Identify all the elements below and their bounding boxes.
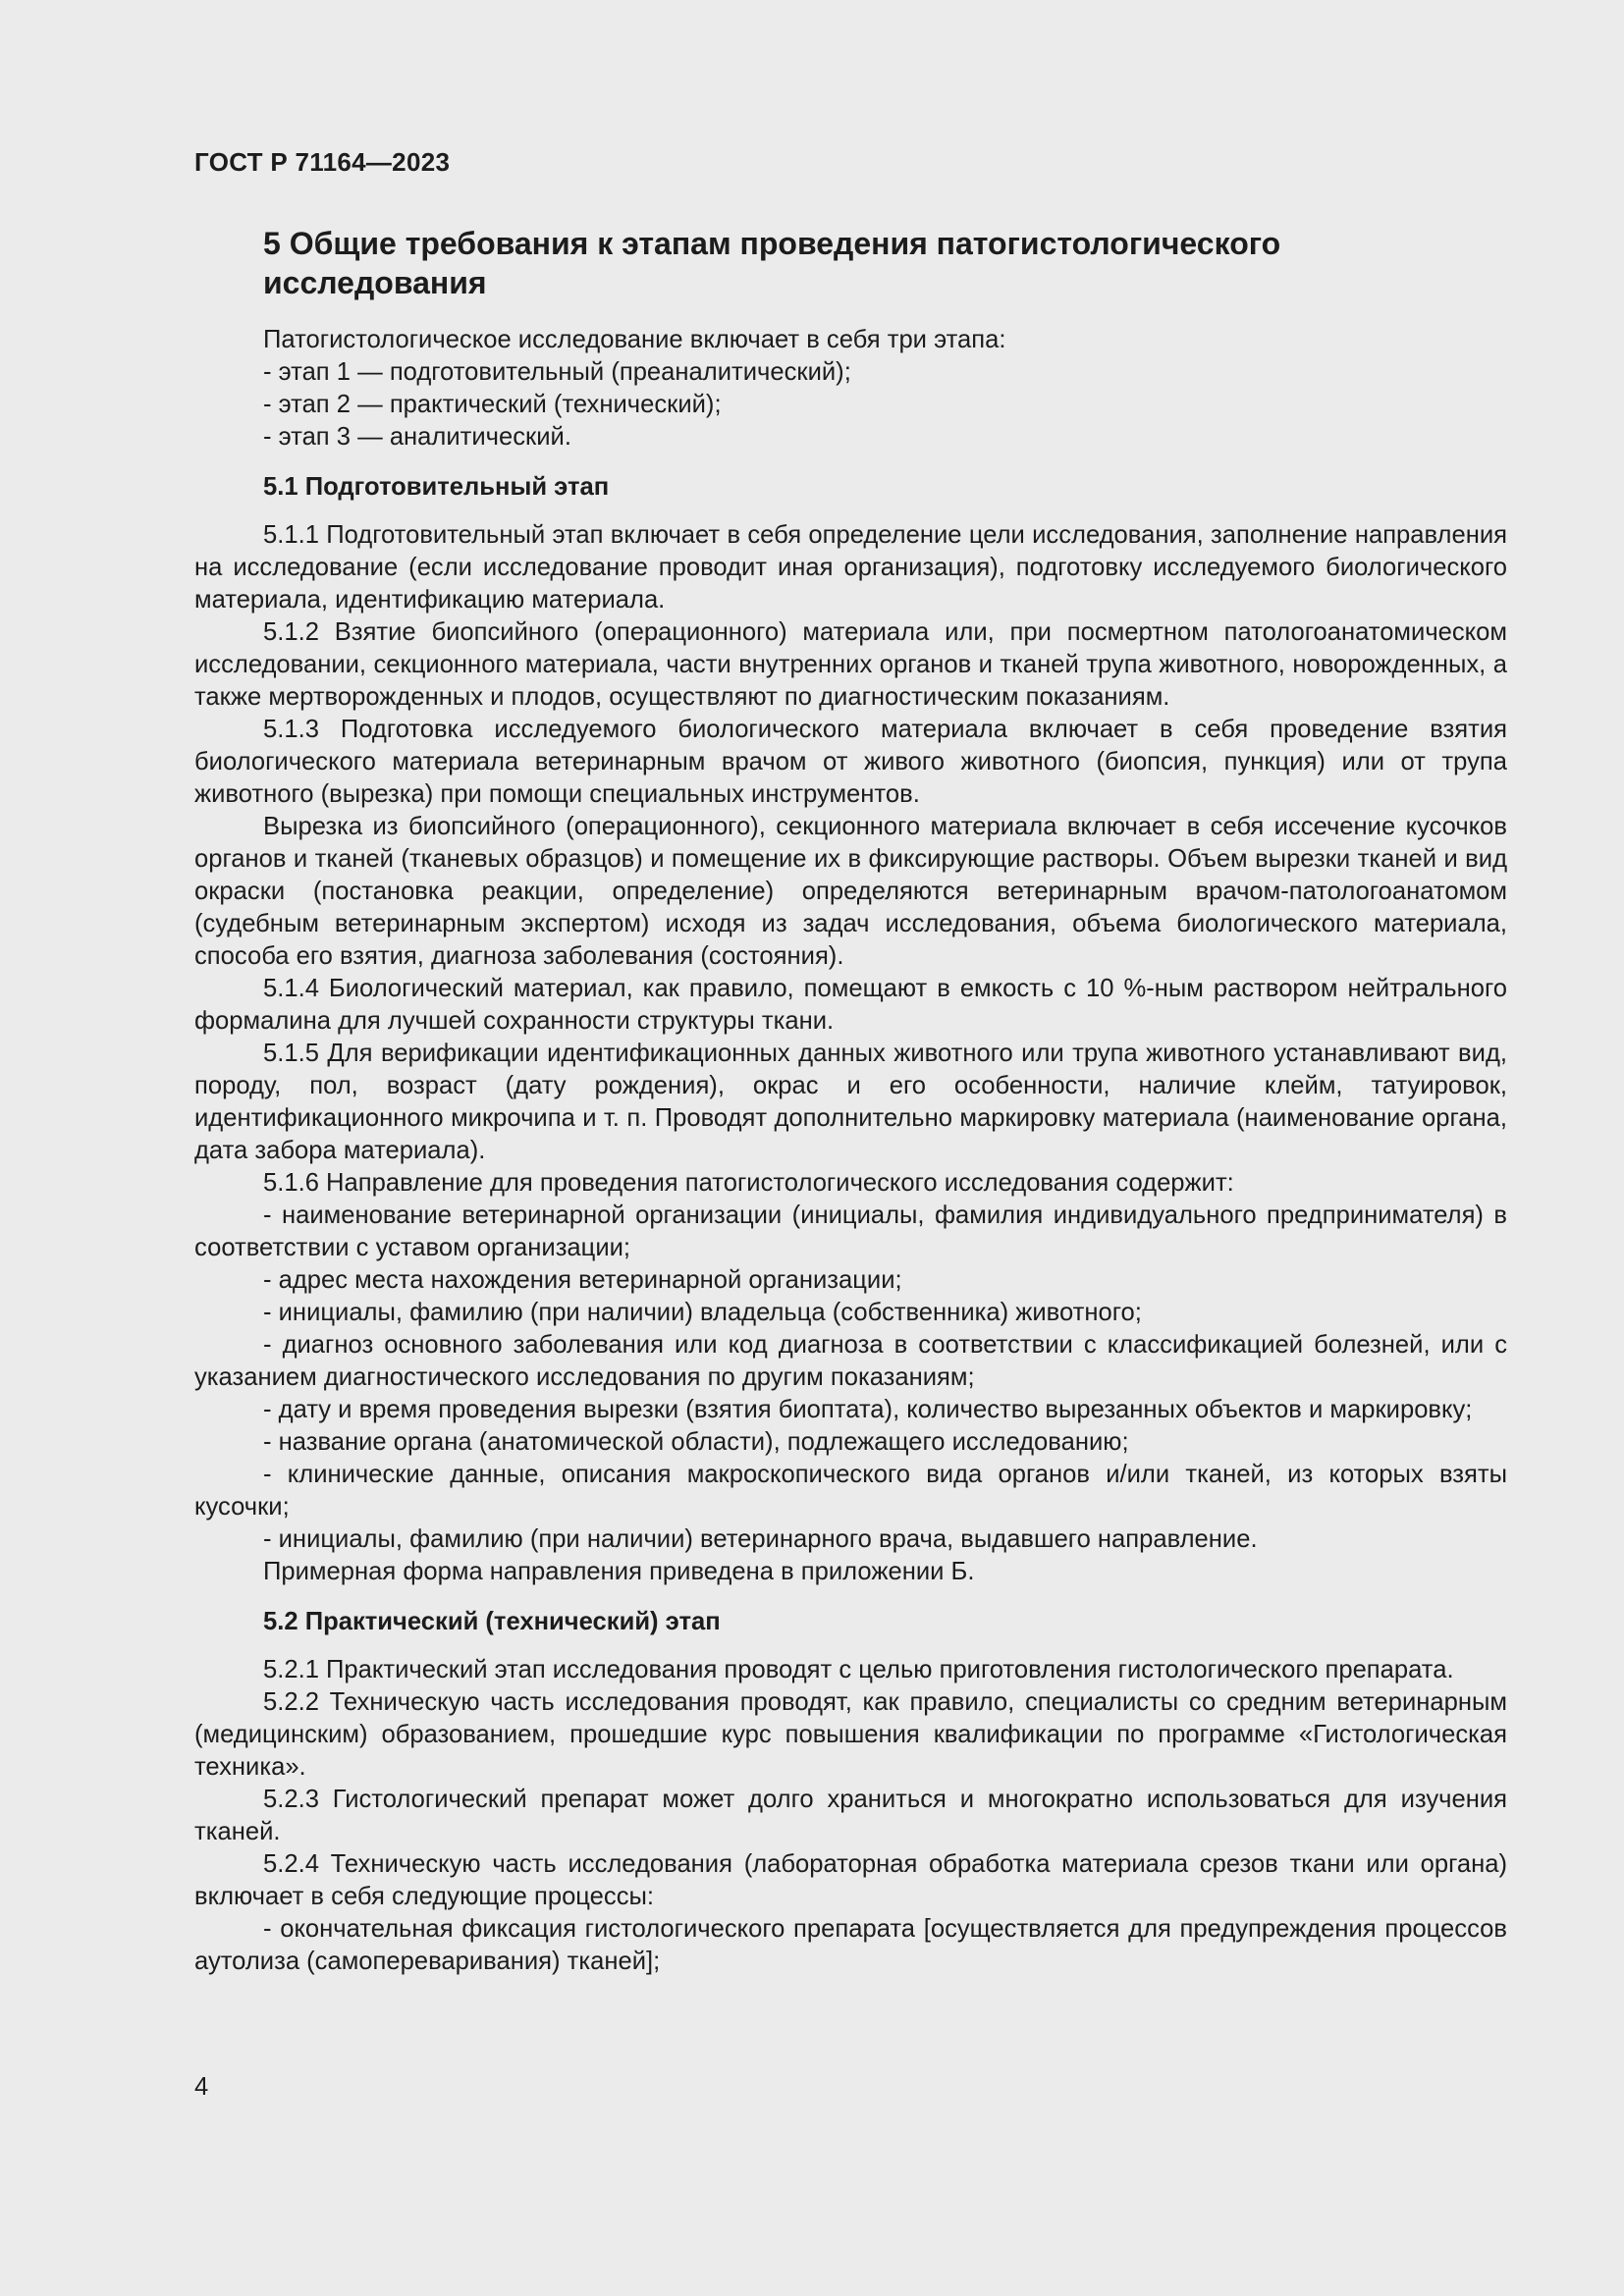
list-item: - диагноз основного заболевания или код диагноза в соответствии с классификацией болезней, или с указанием диагностического исследования по другим показаниям; [194,1331,1507,1391]
list-item: - инициалы, фамилию (при наличии) владельца (собственника) животного; [263,1299,1142,1326]
paragraph-5-2-4: 5.2.4 Техническую часть исследования (лабораторная обработка материала срезов ткани или органа) включает в себя следующие процессы: [194,1850,1507,1910]
paragraph-5-1-2: 5.1.2 Взятие биопсийного (операционного) материала или, при посмертном патологоанатомическом исследовании, секционного материала, части внутренних органов и тканей трупа животного, новорожденных, а также мертворожденных и плодов, осуществляют по диагностическим показаниям. [194,618,1507,711]
paragraph-cutting: Вырезка из биопсийного (операционного), секционного материала включает в себя иссечение кусочков органов и тканей (тканевых образцов) и помещение их в фиксирующие растворы. Объем вырезки тканей и вид окраски (постановка реакции, определение) определяются ветеринарным врачом-патологоанатомом (судебным ветеринарным экспертом) исходя из задач исследования, объема биологического материала, способа его взятия, диагноза заболевания (состояния). [194,813,1507,970]
list-item: - клинические данные, описания макроскопического вида органов и/или тканей, из которых взяты кусочки; [194,1461,1507,1521]
paragraph-5-2-2: 5.2.2 Техническую часть исследования проводят, как правило, специалисты со средним ветеринарным (медицинским) образованием, прошедшие курс повышения квалификации по программе «Гистологическая техника». [194,1688,1507,1781]
subsection-heading-5-2: 5.2 Практический (технический) этап [263,1608,721,1635]
document-body [194,324,1507,1978]
page-number: 4 [194,2073,209,2101]
list-item: - инициалы, фамилию (при наличии) ветеринарного врача, выдавшего направление. [263,1525,1258,1553]
paragraph-form-reference: Примерная форма направления приведена в приложении Б. [263,1558,975,1585]
paragraph-5-1-3: 5.1.3 Подготовка исследуемого биологического материала включает в себя проведение взятия биологического материала ветеринарным врачом от живого животного (биопсия, пункция) или от трупа животного (вырезка) при помощи специальных инструментов. [194,716,1507,808]
list-item: - наименование ветеринарной организации (инициалы, фамилия индивидуального предпринимателя) в соответствии с уставом организации; [194,1201,1507,1261]
intro-item: - этап 3 — аналитический. [263,423,571,451]
paragraph-5-2-1: 5.2.1 Практический этап исследования проводят с целью приготовления гистологического препарата. [263,1656,1454,1683]
list-item: - окончательная фиксация гистологического препарата [осуществляется для предупреждения процессов аутолиза (самопереваривания) тканей]; [194,1915,1507,1975]
paragraph-5-1-6: 5.1.6 Направление для проведения патогистологического исследования содержит: [263,1169,1234,1197]
intro-lead: Патогистологическое исследование включает в себя три этапа: [263,326,1006,353]
paragraph-5-1-1: 5.1.1 Подготовительный этап включает в себя определение цели исследования, заполнение направления на исследование (если исследование проводит иная организация), подготовку исследуемого биологического материала, идентификацию материала. [194,521,1507,614]
paragraph-5-2-3: 5.2.3 Гистологический препарат может долго храниться и многократно использоваться для изучения тканей. [194,1786,1507,1845]
document-page [194,0,1507,2296]
list-item: - дату и время проведения вырезки (взятия биоптата), количество вырезанных объектов и маркировку; [263,1396,1473,1423]
paragraph-5-1-5: 5.1.5 Для верификации идентификационных данных животного или трупа животного устанавливают вид, породу, пол, возраст (дату рождения), окрас и его особенности, наличие клейм, татуировок, идентификационного микрочипа и т. п. Проводят дополнительно маркировку материала (наименование органа, дата забора материала). [194,1040,1507,1164]
section-title: 5 Общие требования к этапам проведения патогистологического исследования [263,226,1281,300]
list-item: - название органа (анатомической области), подлежащего исследованию; [263,1428,1129,1456]
document-code: ГОСТ Р 71164—2023 [194,147,451,177]
subsection-heading-5-1: 5.1 Подготовительный этап [263,473,610,501]
paragraph-5-1-4: 5.1.4 Биологический материал, как правило, помещают в емкость с 10 %-ным раствором нейтрального формалина для лучшей сохранности структуры ткани. [194,975,1507,1035]
intro-item: - этап 2 — практический (технический); [263,391,722,418]
intro-item: - этап 1 — подготовительный (преаналитический); [263,358,851,386]
list-item: - адрес места нахождения ветеринарной организации; [263,1266,902,1294]
